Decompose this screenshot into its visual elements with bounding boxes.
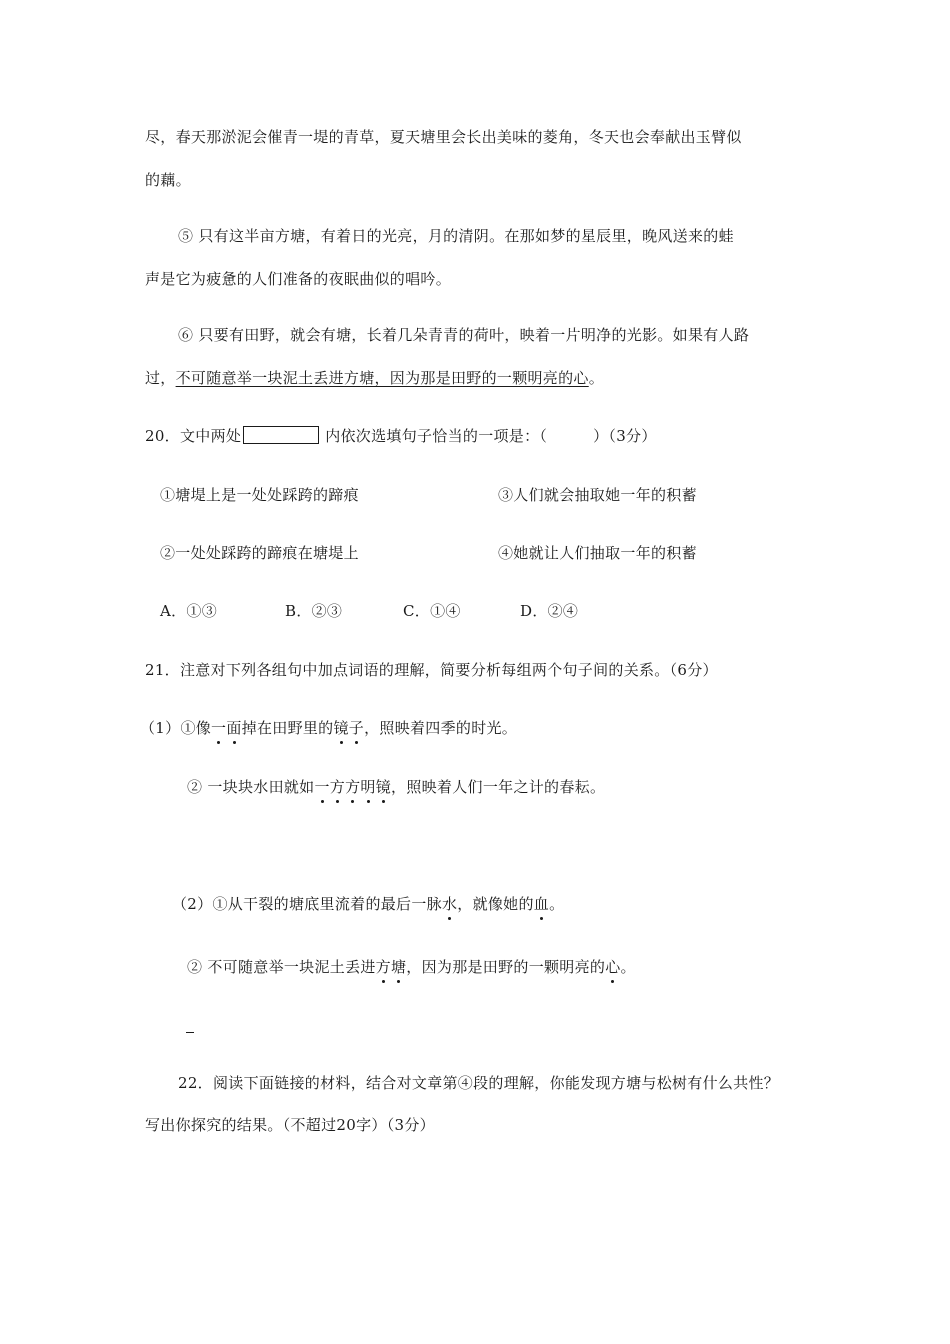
- option-4: ④她就让人们抽取一年的积蓄: [498, 544, 697, 562]
- paragraph-5-line-1: ⑤ 只有这半亩方塘，有着日的光亮，月的清阴。在那如梦的星辰里，晚风送来的蛙: [178, 227, 734, 245]
- dotted-char: 水: [441, 895, 458, 913]
- dotted-char: 镜: [333, 719, 349, 737]
- dotted-char: 方: [375, 958, 391, 976]
- paragraph-6-line-1: ⑥ 只要有田野，就会有塘，长着几朵青青的荷叶，映着一片明净的光影。如果有人路: [178, 326, 750, 344]
- choice-d[interactable]: D．②④: [520, 602, 579, 620]
- question-22-line-1: 22．阅读下面链接的材料，结合对文章第④段的理解，你能发现方塘与松树有什么共性？: [178, 1074, 780, 1092]
- answer-blank-box[interactable]: [243, 426, 319, 444]
- option-1: ①塘堤上是一处处踩跨的蹄痕: [160, 486, 359, 504]
- paragraph-5-line-2: 声是它为疲惫的人们准备的夜眠曲似的唱吟。: [145, 270, 452, 288]
- question-22-line-2: 写出你探究的结果。（不超过20字）（3分）: [145, 1116, 435, 1134]
- dotted-char: 一: [211, 719, 227, 737]
- question-21-stem: 21．注意对下列各组句中加点词语的理解，简要分析每组两个句子间的关系。（6分）: [145, 661, 718, 679]
- paragraph-4-line-2: 的藕。: [145, 171, 191, 189]
- paragraph-4-line-1: 尽，春天那淤泥会催青一堤的青草，夏天塘里会长出美味的菱角，冬天也会奉献出玉臂似: [145, 128, 742, 146]
- text-segment: 。: [620, 958, 636, 976]
- option-3: ③人们就会抽取她一年的积蓄: [498, 486, 697, 504]
- text-segment: ，照映着四季的时光。: [364, 719, 518, 737]
- dotted-char: 面: [226, 719, 242, 737]
- text-segment: 掉在田野里的: [241, 719, 334, 737]
- text-segment: ② 一块块水田就如: [187, 778, 315, 796]
- dotted-char: 一: [314, 778, 330, 796]
- answer-line-mark: [186, 1032, 194, 1033]
- choice-b[interactable]: B．②③: [285, 602, 343, 620]
- paragraph-6-prefix: 过，: [145, 369, 176, 387]
- choice-a[interactable]: A．①③: [160, 602, 218, 620]
- text-segment: 。: [549, 895, 565, 913]
- choice-c[interactable]: C．①④: [403, 602, 461, 620]
- question-20-stem: [145, 426, 657, 446]
- group-2-sentence-1: [172, 894, 564, 914]
- underlined-sentence: 不可随意举一块泥土丢进方塘，因为那是田野的一颗明亮的心: [175, 369, 589, 387]
- question-20-prefix: 20．文中两处: [145, 427, 242, 445]
- dotted-char: 方: [345, 778, 361, 796]
- dotted-char: 塘: [390, 958, 407, 976]
- text-segment: ② 不可随意举一块泥土丢进: [187, 958, 376, 976]
- dotted-char: 明: [360, 778, 376, 796]
- dotted-char: 子: [348, 719, 365, 737]
- group-1-sentence-1: [140, 718, 517, 738]
- dotted-char: 方: [329, 778, 346, 796]
- text-segment: ，照映着人们一年之计的春耘。: [391, 778, 606, 796]
- text-segment: （2）①从干裂的塘底里流着的最后一脉: [172, 895, 442, 913]
- dotted-char: 心: [605, 958, 621, 976]
- text-segment: （1）①像: [140, 719, 212, 737]
- group-1-sentence-2: [187, 777, 605, 797]
- group-2-sentence-2: [187, 957, 636, 977]
- text-segment: ，就像她的: [457, 895, 534, 913]
- text-segment: ，因为那是田野的一颗明亮的: [406, 958, 606, 976]
- question-20-suffix: 内依次选填句子恰当的一项是：（ ）（3分）: [325, 427, 657, 445]
- paragraph-6-line-2: [145, 368, 604, 388]
- paragraph-6-suffix: 。: [588, 369, 605, 387]
- option-2: ②一处处踩跨的蹄痕在塘堤上: [160, 544, 359, 562]
- dotted-char: 血: [533, 895, 550, 913]
- dotted-char: 镜: [375, 778, 392, 796]
